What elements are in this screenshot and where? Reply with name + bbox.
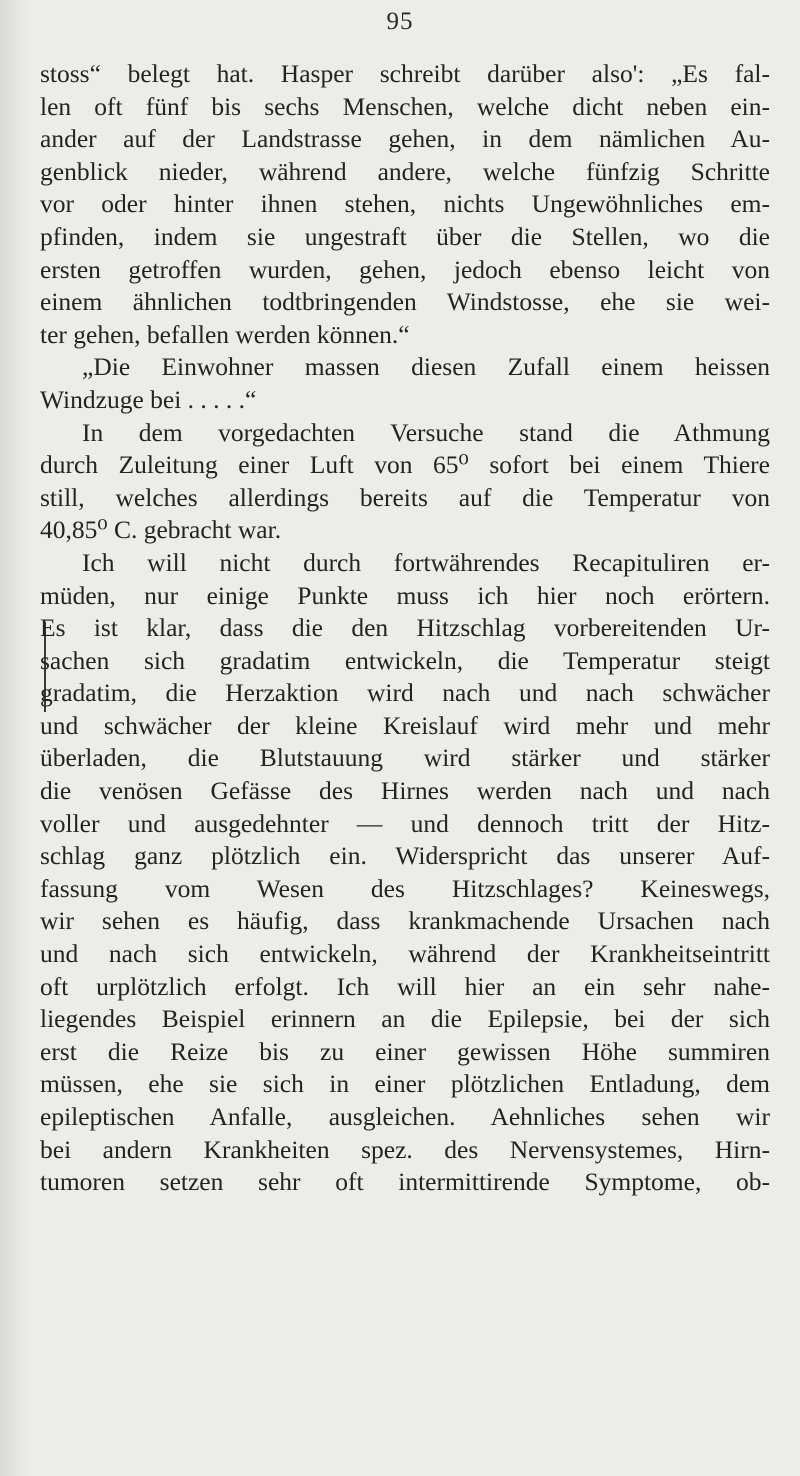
body-text: [40, 58, 795, 1199]
text-line: erst die Reize bis zu einer gewissen Höhe summiren: [40, 1036, 770, 1066]
text-line: und schwächer der kleine Kreislauf wird mehr und mehr: [40, 710, 770, 740]
text-line: genblick nieder, während andere, welche fünfzig Schritte: [40, 156, 770, 186]
text-line: wir sehen es häufig, dass krankmachende Ursachen nach: [40, 906, 770, 936]
text-line: schlag ganz plötzlich ein. Widerspricht das unserer Auf-: [40, 841, 770, 871]
text-line: epileptischen Anfalle, ausgleichen. Aehnliches sehen wir: [40, 1102, 770, 1131]
text-line: sachen sich gradatim entwickeln, die Temperatur steigt: [40, 645, 770, 675]
text-line: In dem vorgedachten Versuche stand die Athmung: [82, 417, 770, 447]
text-line: müden, nur einige Punkte muss ich hier noch erörtern.: [40, 580, 770, 610]
text-line: müssen, ehe sie sich in einer plötzlichen Entladung, dem: [40, 1069, 770, 1099]
text-line: einem ähnlichen todtbringenden Windstosse, ehe sie wei-: [40, 287, 770, 317]
text-line: überladen, die Blutstauung wird stärker und stärker: [40, 743, 770, 773]
text-line: voller und ausgedehnter — und dennoch tritt der Hitz-: [40, 808, 770, 838]
text-line: stoss“ belegt hat. Hasper schreibt darüber also': „Es fal-: [40, 59, 770, 88]
text-line: ersten getroffen wurden, gehen, jedoch ebenso leicht von: [40, 254, 770, 284]
page-edge-shadow: [0, 0, 28, 1476]
text-line: „Die Einwohner massen diesen Zufall einem heissen: [82, 352, 770, 382]
text-line: fassung vom Wesen des Hitzschlages? Keineswegs,: [40, 873, 770, 903]
text-line: ter gehen, befallen werden können.“: [40, 319, 410, 349]
text-line: vor oder hinter ihnen stehen, nichts Ungewöhnliches em-: [40, 189, 770, 219]
text-line: gradatim, die Herzaktion wird nach und nach schwächer: [40, 678, 770, 708]
text-line: len oft fünf bis sechs Menschen, welche dicht neben ein-: [40, 91, 770, 121]
text-line: Windzuge bei . . . . .“: [40, 384, 257, 414]
text-line: bei andern Krankheiten spez. des Nervensystemes, Hirn-: [40, 1134, 770, 1164]
text-line: und nach sich entwickeln, während der Krankheitseintritt: [40, 939, 770, 969]
text-line: 40,85⁰ C. gebracht war.: [40, 515, 282, 545]
text-line: tumoren setzen sehr oft intermittirende Symptome, ob-: [40, 1167, 770, 1197]
text-line: ander auf der Landstrasse gehen, in dem nämlichen Au-: [40, 124, 770, 154]
text-line: die venösen Gefässe des Hirnes werden nach und nach: [40, 776, 770, 806]
text-line: pfinden, indem sie ungestraft über die Stellen, wo die: [40, 221, 770, 251]
text-line: still, welches allerdings bereits auf die Temperatur von: [40, 482, 770, 512]
text-line: oft urplötzlich erfolgt. Ich will hier an ein sehr nahe-: [40, 971, 770, 1001]
page-number: 95: [386, 8, 414, 35]
text-line: Ich will nicht durch fortwährendes Recapituliren er-: [82, 547, 770, 577]
text-line: Es ist klar, dass die den Hitzschlag vorbereitenden Ur-: [40, 613, 770, 643]
text-line: liegendes Beispiel erinnern an die Epilepsie, bei der sich: [40, 1004, 770, 1034]
text-line: durch Zuleitung einer Luft von 65⁰ sofort bei einem Thiere: [40, 450, 770, 480]
